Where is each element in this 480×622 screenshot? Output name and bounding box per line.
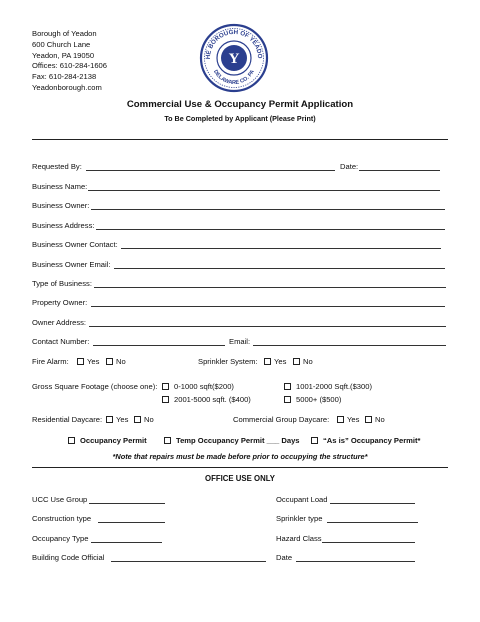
owner-address-input[interactable]: [89, 326, 446, 327]
sqft-option-3[interactable]: [162, 395, 251, 404]
occupant-load-input[interactable]: [330, 503, 415, 504]
contact-number-input[interactable]: [93, 345, 225, 346]
borough-seal: [199, 23, 269, 93]
hazard-class-input[interactable]: [322, 542, 415, 543]
residential-daycare-yes-label: Yes: [116, 415, 129, 424]
owner-address-label: Owner Address:: [32, 318, 87, 327]
type-of-business-label: Type of Business:: [32, 279, 92, 288]
business-name-label: Business Name:: [32, 182, 88, 191]
checkbox-icon: [77, 358, 84, 365]
property-owner-label: Property Owner:: [32, 298, 88, 307]
checkbox-icon: [162, 383, 169, 390]
business-address-label: Business Address:: [32, 221, 95, 230]
sqft-option-2-label: 1001-2000 Sqft.($300): [296, 382, 372, 391]
residential-daycare-no-label: No: [144, 415, 154, 424]
residential-daycare-yes[interactable]: [106, 415, 128, 424]
email-label: Email:: [229, 337, 251, 346]
checkbox-icon: [365, 416, 372, 423]
sprinkler-type-input[interactable]: [327, 522, 418, 523]
temp-occupancy-permit-option[interactable]: [164, 436, 300, 445]
seal-center-letter: Y: [228, 51, 240, 67]
ucc-use-group-input[interactable]: [89, 503, 165, 504]
fire-alarm-label: Fire Alarm:: [32, 357, 69, 366]
temp-permit-label: Temp Occupancy Permit: [176, 436, 267, 445]
checkbox-icon: [68, 437, 75, 444]
address-line-3: Yeadon, PA 19050: [32, 50, 95, 60]
type-of-business-input[interactable]: [94, 287, 446, 288]
office-date-input[interactable]: [296, 561, 415, 562]
commercial-daycare-no-label: No: [375, 415, 385, 424]
email-input[interactable]: [253, 345, 446, 346]
business-owner-input[interactable]: [91, 209, 445, 210]
date-input[interactable]: [359, 170, 440, 171]
construction-type-label: Construction type: [32, 514, 92, 523]
sqft-option-1-label: 0-1000 sqft($200): [174, 382, 234, 391]
sqft-option-4-label: 5000+ ($500): [296, 395, 342, 404]
sqft-option-4[interactable]: [284, 395, 341, 404]
sqft-option-3-label: 2001-5000 sqft. ($400): [174, 395, 251, 404]
checkbox-icon: [106, 416, 113, 423]
address-line-1: Borough of Yeadon: [32, 29, 97, 38]
occupant-load-label: Occupant Load: [276, 495, 328, 504]
checkbox-icon: [284, 383, 291, 390]
checkbox-icon: [134, 416, 141, 423]
hazard-class-label: Hazard Class: [276, 534, 322, 543]
business-owner-email-label: Business Owner Email:: [32, 260, 111, 269]
form-title: Commercial Use & Occupancy Permit Application: [126, 99, 354, 110]
office-use-header: OFFICE USE ONLY: [205, 474, 275, 483]
sqft-option-1[interactable]: [162, 382, 234, 391]
sprinkler-no-label: No: [303, 357, 313, 366]
checkbox-icon: [284, 396, 291, 403]
temp-permit-days-label: Days: [279, 436, 300, 445]
ucc-use-group-label: UCC Use Group: [32, 495, 88, 504]
checkbox-icon: [106, 358, 113, 365]
address-phone: Offices: 610-284-1606: [32, 61, 108, 71]
business-address-input[interactable]: [96, 229, 445, 230]
sprinkler-yes-label: Yes: [274, 357, 287, 366]
fire-alarm-no-label: No: [116, 357, 126, 366]
business-owner-contact-label: Business Owner Contact:: [32, 240, 118, 249]
form-subtitle: To Be Completed by Applicant (Please Print): [164, 114, 316, 123]
construction-type-input[interactable]: [98, 522, 165, 523]
office-date-label: Date: [276, 553, 293, 562]
seal-top-text: HE BOROUGH OF YEADO: [204, 28, 264, 60]
business-name-input[interactable]: [88, 190, 440, 191]
sprinkler-no[interactable]: [293, 357, 313, 366]
sprinkler-yes[interactable]: [264, 357, 286, 366]
office-divider: [32, 467, 448, 468]
fire-alarm-yes[interactable]: [77, 357, 99, 366]
property-owner-input[interactable]: [91, 306, 445, 307]
seal-bottom-text: DELAWARE CO. PA: [212, 69, 256, 87]
fire-alarm-no[interactable]: [106, 357, 126, 366]
contact-number-label: Contact Number:: [32, 337, 90, 346]
commercial-daycare-yes[interactable]: [337, 415, 359, 424]
commercial-daycare-yes-label: Yes: [347, 415, 360, 424]
address-website: Yeadonborough.com: [32, 82, 102, 92]
business-owner-label: Business Owner:: [32, 201, 90, 210]
temp-permit-days-input[interactable]: ___: [266, 436, 280, 445]
sprinkler-type-label: Sprinkler type: [276, 514, 323, 523]
requested-by-input[interactable]: [86, 170, 335, 171]
checkbox-icon: [264, 358, 271, 365]
building-code-official-input[interactable]: [111, 561, 266, 562]
checkbox-icon: [293, 358, 300, 365]
checkbox-icon: [164, 437, 171, 444]
as-is-permit-label: “As is” Occupancy Permit*: [323, 436, 421, 445]
commercial-daycare-label: Commercial Group Daycare:: [233, 415, 330, 424]
as-is-permit-option[interactable]: [311, 436, 421, 445]
residential-daycare-label: Residential Daycare:: [32, 415, 103, 424]
business-owner-contact-input[interactable]: [121, 248, 441, 249]
occupancy-type-label: Occupancy Type: [32, 534, 89, 543]
sprinkler-system-label: Sprinkler System:: [198, 357, 258, 366]
checkbox-icon: [162, 396, 169, 403]
residential-daycare-no[interactable]: [134, 415, 154, 424]
occupancy-type-input[interactable]: [91, 542, 162, 543]
building-code-official-label: Building Code Official: [32, 553, 105, 562]
address-fax: Fax: 610-284-2138: [32, 72, 97, 82]
occupancy-permit-option[interactable]: [68, 436, 147, 445]
gross-sqft-label: Gross Square Footage (choose one):: [32, 382, 158, 391]
fire-alarm-yes-label: Yes: [87, 357, 100, 366]
date-label: Date:: [340, 162, 359, 171]
business-owner-email-input[interactable]: [114, 268, 445, 269]
checkbox-icon: [311, 437, 318, 444]
top-divider: [32, 139, 448, 140]
sqft-option-2[interactable]: [284, 382, 372, 391]
borough-address: [32, 29, 107, 94]
repairs-note: *Note that repairs must be made before prior to occupying the structure*: [112, 452, 368, 461]
address-line-2: 600 Church Lane: [32, 39, 91, 49]
commercial-daycare-no[interactable]: [365, 415, 385, 424]
requested-by-label: Requested By:: [32, 162, 82, 171]
checkbox-icon: [337, 416, 344, 423]
occupancy-permit-label: Occupancy Permit: [80, 436, 147, 445]
